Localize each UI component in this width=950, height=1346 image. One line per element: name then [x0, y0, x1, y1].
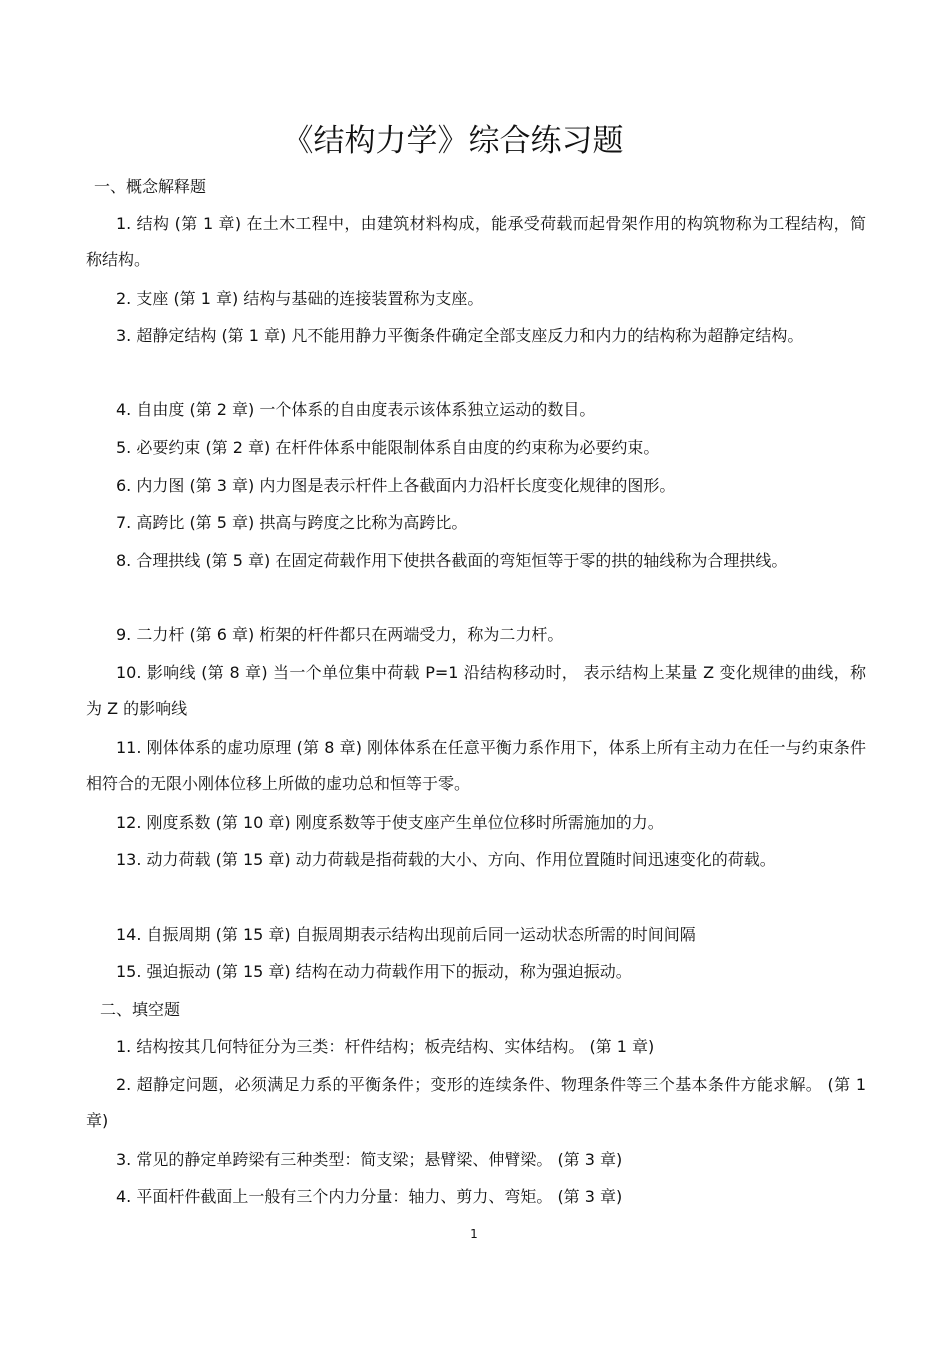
concept-item-6: 6. 内力图 (第 3 章) 内力图是表示杆件上各截面内力沿杆长度变化规律的图形。: [116, 476, 676, 495]
fill-item-2: 2. 超静定问题，必须满足力系的平衡条件；变形的连续条件、物理条件等三个基本条件方能求解。 (第 1 章): [86, 1075, 866, 1130]
concept-item-15: 15. 强迫振动 (第 15 章) 结构在动力荷载作用下的振动，称为强迫振动。: [116, 962, 632, 981]
concept-item-12: 12. 刚度系数 (第 10 章) 刚度系数等于使支座产生单位位移时所需施加的力。: [116, 813, 664, 832]
concept-item-4: 4. 自由度 (第 2 章) 一个体系的自由度表示该体系独立运动的数目。: [116, 400, 596, 419]
concept-item-14: 14. 自振周期 (第 15 章) 自振周期表示结构出现前后同一运动状态所需的时间间隔: [116, 925, 696, 944]
concept-item-9: 9. 二力杆 (第 6 章) 桁架的杆件都只在两端受力，称为二力杆。: [116, 625, 564, 644]
concept-item-8: 8. 合理拱线 (第 5 章) 在固定荷载作用下使拱各截面的弯矩恒等于零的拱的轴线称为合理拱线。: [116, 551, 788, 570]
fill-item-4: 4. 平面杆件截面上一般有三个内力分量：轴力、剪力、弯矩。 (第 3 章): [116, 1187, 623, 1206]
page-number: [0, 1226, 950, 1242]
fill-item-1: 1. 结构按其几何特征分为三类：杆件结构；板壳结构、实体结构。 (第 1 章): [116, 1037, 655, 1056]
concept-item-5: 5. 必要约束 (第 2 章) 在杆件体系中能限制体系自由度的约束称为必要约束。: [116, 438, 660, 457]
concept-item-1: 1. 结构 (第 1 章) 在土木工程中，由建筑材料构成，能承受荷载而起骨架作用的构筑物称为工程结构，简称结构。: [86, 214, 866, 269]
concept-item-2: 2. 支座 (第 1 章) 结构与基础的连接装置称为支座。: [116, 289, 484, 308]
concept-item-10: 10. 影响线 (第 8 章) 当一个单位集中荷载 P=1 沿结构移动时， 表示结构上某量 Z 变化规律的曲线，称为 Z 的影响线: [86, 663, 866, 718]
document-title: 《结构力学》综合练习题: [282, 123, 624, 159]
concept-item-3: 3. 超静定结构 (第 1 章) 凡不能用静力平衡条件确定全部支座反力和内力的结构称为超静定结构。: [116, 326, 804, 345]
concept-item-7: 7. 高跨比 (第 5 章) 拱高与跨度之比称为高跨比。: [116, 513, 468, 532]
section-heading-concepts: 一、概念解释题: [94, 177, 207, 196]
fill-item-3: 3. 常见的静定单跨梁有三种类型：简支梁；悬臂梁、伸臂梁。 (第 3 章): [116, 1150, 623, 1169]
concept-item-13: 13. 动力荷载 (第 15 章) 动力荷载是指荷载的大小、方向、作用位置随时间迅速变化的荷载。: [116, 850, 776, 869]
section-heading-fill-in: 二、填空题: [100, 1000, 181, 1019]
page-number-text: 1: [470, 1227, 478, 1241]
concept-item-11: 11. 刚体体系的虚功原理 (第 8 章) 刚体体系在任意平衡力系作用下，体系上所有主动力在任一与约束条件相符合的无限小刚体位移上所做的虚功总和恒等于零。: [86, 738, 866, 793]
